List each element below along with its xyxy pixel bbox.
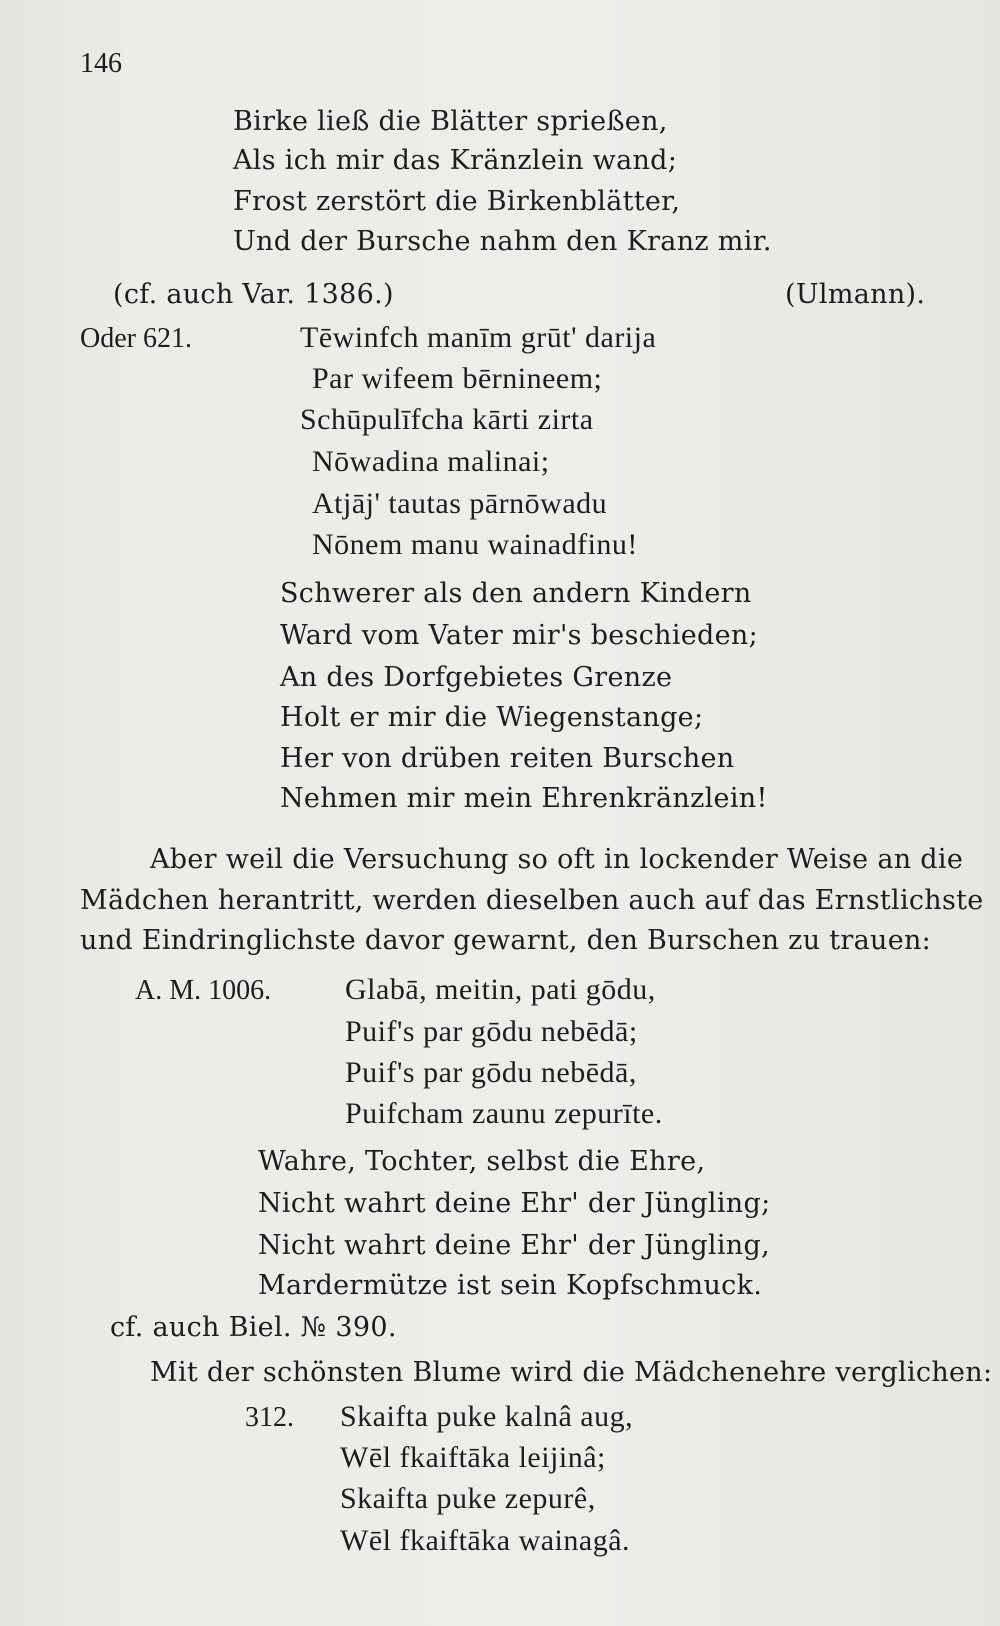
verse-line: Schūpulīfcha kārti zirta bbox=[300, 403, 594, 436]
verse-line: Skaifta puke zepurê, bbox=[340, 1482, 596, 1515]
verse-line: Nōwadina malinai; bbox=[312, 445, 550, 478]
verse-line: Nicht wahrt deine Ehr' der Jüngling; bbox=[258, 1188, 771, 1219]
reference-left: (cf. auch Var. 1386.) bbox=[113, 279, 394, 310]
verse-line: Frost zerstört die Birkenblätter, bbox=[233, 186, 681, 217]
verse-line: Holt er mir die Wiegenstange; bbox=[280, 702, 704, 733]
verse-line: An des Dorfgebietes Grenze bbox=[280, 662, 673, 693]
verse-line: Und der Bursche nahm den Kranz mir. bbox=[233, 226, 772, 257]
verse-line: Skaifta puke kalnâ aug, bbox=[340, 1400, 634, 1433]
reference-right: (Ulmann). bbox=[785, 279, 926, 310]
verse-line: Birke ließ die Blätter sprießen, bbox=[233, 106, 668, 137]
verse-line: Als ich mir das Kränzlein wand; bbox=[233, 145, 678, 176]
verse-line: Atjāj' tautas pārnōwadu bbox=[312, 487, 608, 520]
verse-line: Puifcham zaunu zepurīte. bbox=[345, 1097, 663, 1130]
verse-line: Ward vom Vater mir's beschieden; bbox=[280, 620, 758, 651]
paragraph-line: Aber weil die Versuchung so oft in lockender Weise an die bbox=[150, 844, 964, 875]
paragraph-line: Mädchen herantritt, werden dieselben auch auf das Ernstlichste bbox=[80, 885, 984, 916]
verse-line: Wahre, Tochter, selbst die Ehre, bbox=[258, 1146, 706, 1177]
song-label: 312. bbox=[245, 1402, 294, 1433]
verse-line: Schwerer als den andern Kindern bbox=[280, 578, 752, 609]
verse-line: Puif's par gōdu nebēdā, bbox=[345, 1056, 637, 1089]
page-number: 146 bbox=[80, 48, 122, 79]
verse-line: Nōnem manu wainadfinu! bbox=[312, 528, 638, 561]
song-label: Oder 621. bbox=[80, 323, 192, 354]
paragraph-2: Mit der schönsten Blume wird die Mädchenehre verglichen: bbox=[150, 1357, 993, 1388]
song-label: A. M. 1006. bbox=[135, 975, 272, 1006]
verse-line: Par wifeem bērnineem; bbox=[312, 362, 603, 395]
verse-line: Nicht wahrt deine Ehr' der Jüngling, bbox=[258, 1230, 770, 1261]
verse-line: Glabā, meitin, pati gōdu, bbox=[345, 973, 656, 1006]
verse-line: Nehmen mir mein Ehrenkränzlein! bbox=[280, 783, 768, 814]
verse-line: Her von drüben reiten Burschen bbox=[280, 743, 735, 774]
verse-line: Tēwinfch manīm grūt' darija bbox=[300, 321, 657, 354]
reference-biel: cf. auch Biel. № 390. bbox=[110, 1312, 397, 1343]
verse-line: Wēl fkaiftāka wainagâ. bbox=[340, 1524, 631, 1557]
verse-line: Wēl fkaiftāka leijinâ; bbox=[340, 1441, 606, 1474]
paragraph-line: und Eindringlichste davor gewarnt, den Burschen zu trauen: bbox=[80, 925, 932, 956]
verse-line: Puif's par gōdu nebēdā; bbox=[345, 1015, 638, 1048]
verse-line: Mardermütze ist sein Kopfschmuck. bbox=[258, 1270, 763, 1301]
